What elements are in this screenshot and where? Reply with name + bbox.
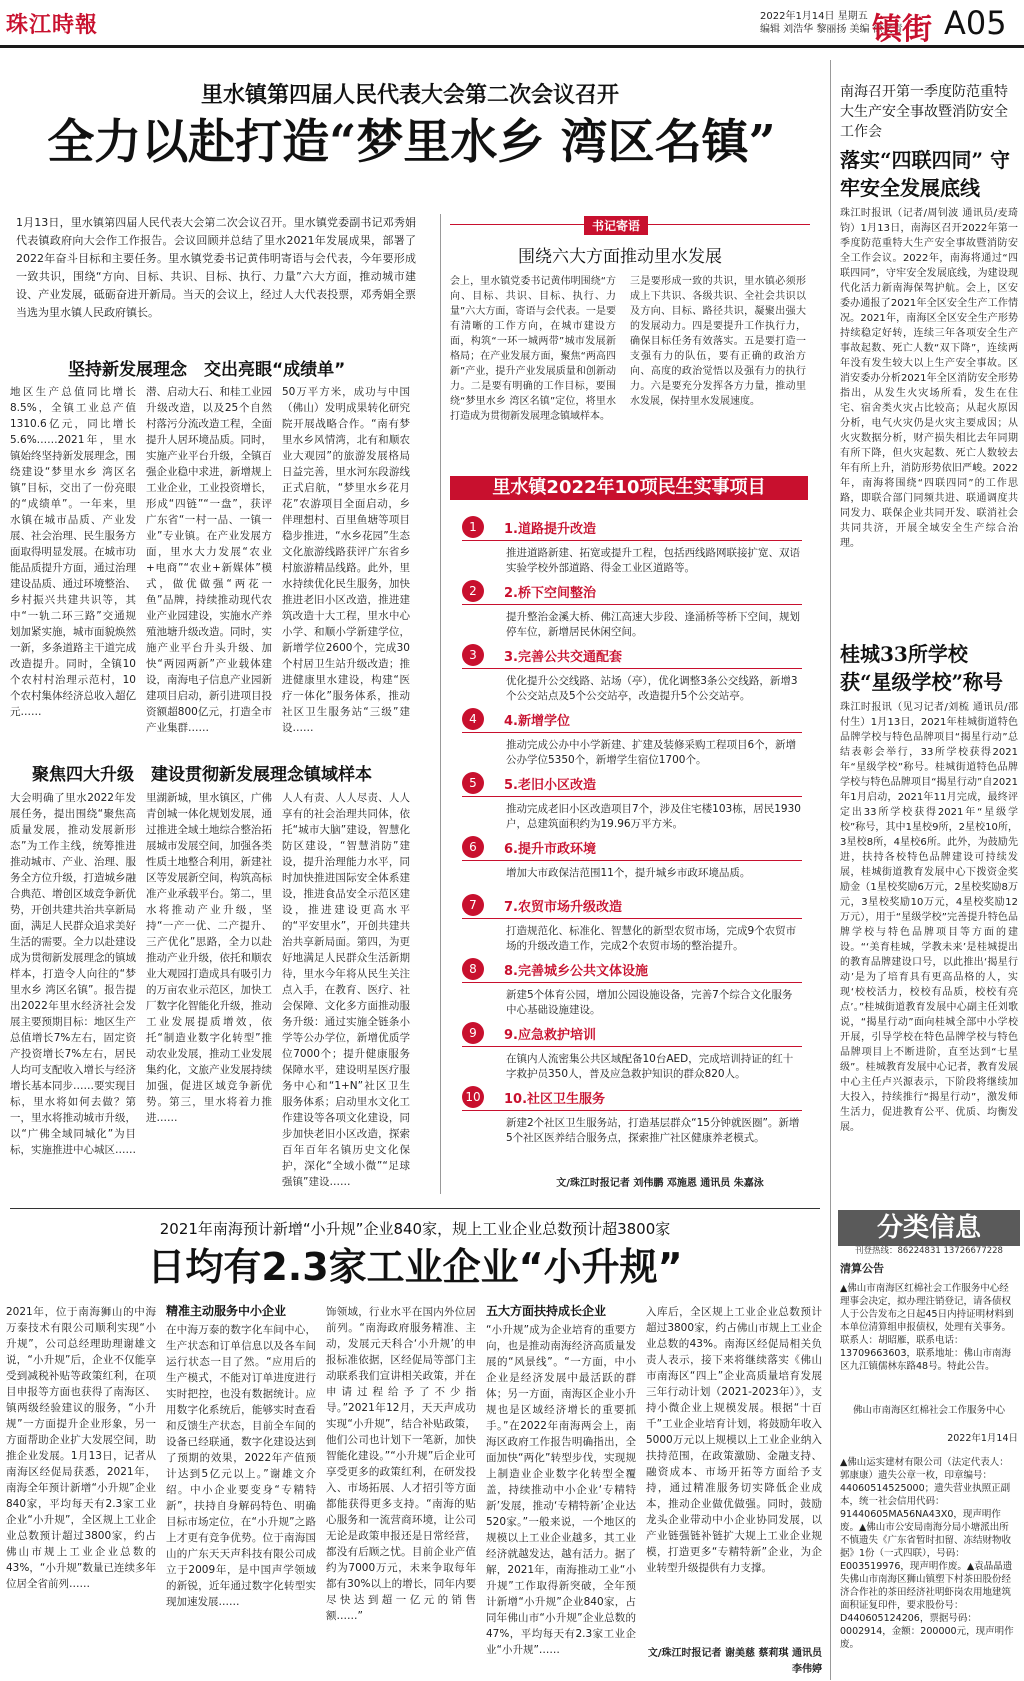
page-number: A05 [944, 4, 1007, 42]
project-item [462, 708, 802, 768]
project-text: 推动完成公办中小学新建、扩建及装修采购工程项目6个，新增公办学位5350个，新增学生宿位1700个。 [506, 739, 797, 766]
sidebar-kicker-1: 南海召开第一季度防范重特大生产安全事故暨消防安全工作会 [840, 84, 1008, 140]
project-rule [462, 540, 802, 541]
project-title: 7.农贸市场升级改造 [504, 900, 622, 915]
project-text: 提升整治金溪大桥、佛江高速大步段、逢涌桥等桥下空间，规划停车位，新增居民休闲空间。 [506, 611, 800, 638]
project-rule [462, 1046, 802, 1047]
notice-1-title: 清算公告 [840, 1262, 884, 1275]
project-icon: 2 [462, 580, 484, 602]
special-left: 会上，里水镇党委书记黄伟明围绕“方向、目标、共识、目标、执行、力量”六大方面，寄语与会代表。一是要有清晰的工作方向，在城市建设方面，构筑“一环一城两带”城市发展新格局；在产业发展方面，聚焦“两高四新”产业，提升产业发展质量和创新动力。二是要有明确的工作目标，要围绕“梦里水乡 湾区名镇”定位，将里水打造成为贯彻新发展理念镇域样本。 [450, 276, 616, 422]
project-item [462, 516, 802, 576]
lead-col-2: 潜、启动大石、和桂工业园升级改造，以及25个自然村落污分流改造工程，全面提升人居环境品质。同时，实施产业平台升级，全镇百强企业稳中求进，新增规上工业企业，工业投资增长，形成“四链”“一盘”，获评广东省“一村一品、一镇一业”专业镇。在产业发展方面，里水大力发展“农业+电商”“农业+新媒体”模式，做优做强“两花一鱼”品牌，持续推动现代农业产业园建设，实施水产养殖池塘升级改造。同时，实施产业平台升头升级、加快“两园两新”产业载体建设，南海电子信息产业园新建项目启动，新引进项目投资额超800亿元，打造全市产业集群…… [146, 386, 272, 734]
project-icon: 4 [462, 708, 484, 730]
project-title: 10.社区卫生服务 [504, 1092, 606, 1107]
sidebar-story-1 [840, 82, 1018, 596]
project-title: 4.新增学位 [504, 714, 570, 729]
project-icon: 9 [462, 1022, 484, 1044]
project-icon: 6 [462, 836, 484, 858]
project-item [462, 644, 802, 704]
editor-credits: 编辑 刘浩华 黎丽扬 美编 徐文青 [760, 24, 903, 35]
bottom-col-4: “小升规”成为企业培育的重要方向，也是推动南海经济高质量发展的“风景线”。“一方面，中小企业是经济发展中最活跃的群体；另一方面，南海区企业小升规也是区域经济增长的重要抓手。”在2022年南海两会上，南海区政府工作报告明确指出，全面加快“两化”转型步伐，实现规上制造业企业数字化转型全覆盖，持续推动中小企业‘专精特新’发展，推动‘专精特新’企业达520家。”一般来说，一个地区的规模以上工业企业越多，其工业经济就越发达，越有活力。据了解，2021年，南海推动工业“小升规”工作取得新突破，全年预计新增“小升规”企业840家，占同年佛山市“小升规”企业总数的47%，平均每天有2.3家工业企业“小升规”…… [486, 1324, 636, 1656]
special-tag: 书记寄语 [584, 216, 648, 235]
project-item [462, 894, 802, 954]
bottom-headline: 日均有2.3家工业企业“小升规” [147, 1245, 683, 1289]
project-icon: 3 [462, 644, 484, 666]
bottom-col-5: 入库后，全区规上工业企业总数预计超过3800家，约占佛山市规上工业企业总数的43%。南海区经促局相关负责人表示，接下来将继续落实《佛山市南海区“四上”企业高质量培育发展三年行动计划（2021-2023年）》，支持小微企业上规模发展。根据“十百千”工业企业培育计划，将鼓励年收入5000万元以上规模以上工业企业纳入扶持范围，在政策激励、金融支持、融资成本、市场开拓等方面给予支持，通过精准服务切实降低企业成本，推动企业做优做强。同时，鼓励龙头企业带动中小企业协同发展，以产业链强链补链扩大规上工业企业规模，打造更多“专精特新”企业，为企业转型升级提供有力支撑。 [646, 1306, 822, 1574]
project-item [462, 836, 802, 890]
project-rule [462, 604, 802, 605]
project-text: 推动完成老旧小区改造项目7个，涉及住宅楼103栋，居民1930户，总建筑面积约为19.96万平方米。 [506, 803, 801, 830]
project-rule [462, 668, 802, 669]
bottom-subhead-2: 五大方面扶持成长企业 [486, 1304, 607, 1318]
classified-phone: 刊登热线：86224831 13726677228 [855, 1246, 1003, 1256]
bottom-byline: 文/珠江时报记者 谢美慈 蔡莉琪 通讯员 李伟婷 [647, 1648, 822, 1675]
sidebar-body-2: 珠江时报讯（见习记者/刘梳 通讯员/邵付生）1月13日，2021年桂城街道特色品牌学校与特色品牌项目“揭星行动”总结表彰会举行，33所学校获得2021年“星级学校”称号。桂城街道特色品牌学校与特色品牌项目“揭星行动”自2021年1月启动，2021年11月完成，最终评定出33所学校获得2021年“星级学校”称号，其中1星校9所，2星校10所，3星校8所，4星校6所。此外，为鼓励先进，扶持各校特色品牌建设可持续发展，桂城街道教育发展中心下拨资金奖励金（1星校奖励6万元，2星校奖励8万元，3星校奖励10万元，4星校奖励12万元），用于“星级学校”完善提升特色品牌学校与特色品牌项目等方面的建设。“‘美育桂城，学教未来’是桂城提出的教育品牌建设口号，以此推出‘揭星行动’是为了培育具有更高品格的人，实现‘校校活力，校校有品质，校校有亮点’。”桂城街道教育发展中心副主任刘歌说，“揭星行动”面向桂城全部中小学校开展，引导学校在特色品牌学校与特色品牌项目上不断进阶，直至达到“七星级”。桂城教育发展中心记者，教育发展中心主任卢兴源表示，下阶段将继续加大投入，持续推行“揭星行动”，激发师生活力，促进教育公平、优质、均衡发展。 [840, 702, 1018, 1133]
special-right: 三是要形成一致的共识，里水镇必须形成上下共识、各级共识、全社会共识以及方向、目标、路径共识，凝聚出强大的发展动力。四是要提升工作执行力，确保目标任务有效落实。五是要打造一支强有力的队伍，要有正确的政治方向、高度的政治觉悟以及强有力的执行力。六是要充分发挥各方力量，推动里水发展，保持里水发展速度。 [630, 276, 806, 407]
bottom-col-1: 2021年，位于南海狮山的中海万泰技术有限公司顺利实现“小升规”，公司总经理助理谢雄文说，“小升规”后，企业不仅能享受到减税补贴等政策红利，在项目申报等方面也获得了南海区、镇两级经验建议的服务，“小升规”一方面提升企业形象，另一方面帮助企业扩大发展空间，助推企业发展。1月13日，记者从南海区经促局获悉，2021年，南海全年预计新增“小升规”企业840家，平均每天有2.3家工业企业“小升规”，全区规上工业企业总数预计超过3800家，约占佛山市规上工业企业总数的43%，“小升规”数量已连续多年位居全省前列…… [6, 1306, 156, 1590]
project-title: 8.完善城乡公共文体设施 [504, 964, 648, 979]
project-item [462, 1086, 802, 1152]
project-item [462, 958, 802, 1018]
lead-col-6: 人人有责、人人尽责、人人享有的社会治理共同体，依托“城市大脑”建设，智慧化防区建设，“智慧消防”建设，提升治理能力水平，同时加快推进国际安全体系建设，推进食品安全示范区建设，推进建设更高水平的“平安里水”，开创共建共治共享新局面。第四，为更好地满足人民群众生活新期待，里水今年将从民生关注点入手，在教育、医疗、社会保障、文化多方面推动服务升级：通过实施全链条小学等公办学位，新增优质学位7000个；提升健康服务保障水平，建设明星医疗服务中心和“1+N”社区卫生服务体系；启动里水文化工作建设等各项文化建设，同步加快老旧小区改造，探索百年百年名镇历史文化保护，深化“全域小微”“足球强镇”建设…… [282, 792, 410, 1188]
special-title: 围绕六大方面推动里水发展 [518, 247, 722, 267]
bottom-kicker: 2021年南海预计新增“小升规”企业840家，规上工业企业总数预计超3800家 [159, 1220, 671, 1238]
lead-col-3: 50万平方米，成功与中国（佛山）发明成果转化研究院开展战略合作。“南有梦里水乡风情湾，北有和顺农业大观园”的旅游发展格局日益完善，里水河东段游线正式启航，“梦里水乡花月花”农游项目全面启动，乡伴理想村、百里鱼塘等项目稳步推进，“水乡花园”生态文化旅游线路获评广东省乡村旅游精品线路。此外，里水持续优化民生服务，加快推进老旧小区改造，推进建筑改造十大工程，里水中心小学、和顺小学新建学位，新增学位2600个，完成30个村居卫生站升级改造；推进健康里水建设，构建“医疗一体化”服务体系，推动社区卫生服务站“三级”建设…… [282, 386, 410, 734]
column-divider [440, 214, 441, 1194]
lead-headline: 全力以赴打造“梦里水乡 湾区名镇” [47, 115, 776, 170]
classified-header: 分类信息 [838, 1210, 1020, 1246]
sidebar-headline-1: 落实“四联四同” 守牢安全发展底线 [840, 148, 1010, 200]
project-icon: 1 [462, 516, 484, 538]
project-icon: 8 [462, 958, 484, 980]
project-text: 新建5个体育公园，增加公园设施设备，完善7个综合文化服务中心基础设施建设。 [506, 989, 793, 1016]
lead-subhead-2: 聚焦四大升级 建设贯彻新发展理念镇域样本 [32, 765, 372, 785]
lead-kicker: 里水镇第四届人民代表大会第二次会议召开 [200, 83, 619, 108]
section-name: 镇街 [872, 12, 932, 47]
lead-col-5: 里湖新城，里水镇区，广佛青创城一体化规划发展，通过推进全域土地综合整治拓展城市发展空间，加强各类性质土地整合利用，新建社区等发展新空间，构筑高标准产业承载平台。第二，里水将推动产业升级，坚持“一产一优、二产提升、三产优化”思路，全力以赴推动产业升级，依托和顺农业大观园打造成具有吸引力的万亩农业示范区，加快工厂数字化智能化升级，推动工业发展提质增效，依托“制造业数字化转型”推动农业发展，推动工业发展集约化，文旅产业发展持续加强，促进区域竞争新优势。第三，里水将着力推进…… [146, 792, 272, 1124]
sidebar-divider [830, 60, 831, 1680]
project-text: 优化提升公交线路、站场（亭），优化调整3条公交线路，新增3个公交站点及5个公交站亭，改造提升5个公交站亭。 [506, 675, 798, 702]
lead-intro: 1月13日，里水镇第四届人民代表大会第二次会议召开。里水镇党委副书记邓秀娟代表镇政府向大会作工作报告。会议回顾并总结了里水2021年发展成果，部署了2022年奋斗目标和主要任务。里水镇党委书记黄伟明寄语与会代表，今年要形成一致共识，围绕“方向、目标、共识、目标、执行、力量”六大方面，推动城市建设、产业发展，砥砺奋进开新局。当天的会议上，经过人大代表投票，邓秀娟全票当选为里水镇人民政府镇长。 [16, 216, 416, 319]
project-rule [462, 918, 802, 919]
project-rule [462, 796, 802, 797]
sidebar-story-2 [840, 640, 1018, 1200]
project-icon: 7 [462, 894, 484, 916]
project-icon: 5 [462, 772, 484, 794]
sidebar-body-1: 珠江时报讯（记者/周钊波 通讯员/麦琦钧）1月13日，南海区召开2022年第一季度防范重特大生产安全事故暨消防安全工作会议。2022年，南海将通过“四联四同”，守牢安全发展底线，为建设现代化活力新南海保驾护航。会上，区安委办通报了2021年全区安全生产工作情况。2021年，南海区全区安全生产形势持续稳定好转，连续三年各项安全生产事故起数、死亡人数“双下降”，连续两年没有发生较大以上生产安全事故。区消安委办分析2021年全区消防安全形势指出，从发生火灾场所看，发生在住宅、宿舍类火灾占比较高；从起火原因分析，电气火灾仍是火灾主要成因；从火灾数据分析，财产损失相比去年同期有所下降，但火灾起数、死亡人数较去年有所上升，消防形势依旧严峻。2022年，南海将围绕“四联四同”的工作思路，即联合部门同频共进、联通调度共同发力、联保企业共同开发、联消社会共同共济，开展全域安全生产综合治理。 [840, 208, 1018, 549]
newspaper-logo: 珠江時報 [6, 12, 99, 38]
bottom-divider [10, 1208, 820, 1209]
notice-2-body: ▲佛山运实建材有限公司（法定代表人：郭康康）遗失公章一枚，印章编号：44060514525000；遗失营业执照正副本，统一社会信用代码：91440605MA56NA43X0，现声明作废。▲佛山市公安局南海分局小塘派出所不慎遗失《广东省暂时扣留、冻结财物收据》1份（一式四联），号码：E003519976，现声明作废。▲袁晶晶遗失佛山市南海区狮山镇塑下村茶田股份经济合作社的茶田经济社明虾岗农用地建筑面积证复印件，要求股份号：D440605124206，票据号码：0002914，金额：200000元，现声明作废。 [840, 1457, 1014, 1650]
bottom-col-3: 饰领域，行业水平在国内外位居前列。“南海政府服务精准、主动，发展元天科合‘小升规’的申报标准依据，区经促局等部门主动联系我们宣讲相关政策，并在申请过程给予了不少指导。”2021年12月，天天声成功实现“小升规”，结合补贴政策，他们公司也计划下一笔新，加快智能化建设。”“小升规”后企业可享受更多的政策红利，在研发投入、市场拓展、人才招引等方面都能获得更多支持。“南海的贴心服务和一流营商环境，让公司无论是政策申报还是日常经营，都没有后顾之忧。目前企业产值约为7000万元，未来争取每年都有30%以上的增长，同年内要尽快达到超一亿元的销售额……” [326, 1306, 476, 1622]
notice-1-body: ▲佛山市南海区红棉社会工作服务中心经理事会决定，拟办理注销登记，请各债权人于公告发布之日起45日内持证明材料到本单位清算组申报债权，处理有关事务。联系人：胡昭雁，联系电话：13709663603，联系地址：佛山市南海区九江镇儒林东路48号。特此公告。 [840, 1283, 1014, 1372]
project-rule [462, 1110, 802, 1111]
notice-1-date: 2022年1月14日 [947, 1433, 1018, 1444]
issue-date: 2022年1月14日 星期五 [760, 11, 868, 22]
project-text: 新建2个社区卫生服务站，打造基层群众“15分钟就医圈”。新增5个社区医养结合服务点，探索推广社区健康养老模式。 [506, 1117, 800, 1144]
project-item [462, 580, 802, 640]
project-rule [462, 732, 802, 733]
bottom-subhead-1: 精准主动服务中小企业 [166, 1304, 287, 1318]
project-title: 9.应急救护培训 [504, 1028, 596, 1043]
project-item [462, 1022, 802, 1082]
project-title: 3.完善公共交通配套 [504, 650, 622, 665]
project-title: 2.桥下空间整治 [504, 586, 596, 601]
project-item [462, 772, 802, 832]
project-text: 打造规范化、标准化、智慧化的新型农贸市场，完成9个农贸市场的升级改造工作，完成2个农贸市场的整治提升。 [506, 925, 797, 952]
project-icon: 10 [462, 1086, 484, 1108]
lead-subhead-1: 坚持新发展理念 交出亮眼“成绩单” [68, 360, 346, 380]
project-text: 在镇内人流密集公共区域配备10台AED，完成培训持证的红十字救护员350人，普及应急救护知识的群众820人。 [506, 1053, 794, 1080]
project-text: 推进道路新建、拓宽或提升工程，包括西线路网联接扩宽、双语实验学校外部道路、得金工业区道路等。 [506, 547, 800, 574]
notice-1-signature: 佛山市南海区红棉社会工作服务中心 [852, 1405, 1005, 1416]
project-title: 1.道路提升改造 [504, 522, 596, 537]
project-rule [462, 860, 802, 861]
sidebar-headline-2: 桂城33所学校 获“星级学校”称号 [840, 642, 1004, 694]
bottom-col-2: 在中海万泰的数字化车间中心，生产状态和订单信息以及各车间运行状态一目了然。“应用后的生产模式，不能对订单进度进行实时把控，也没有数据统计。应用数字化系统后，能够实时查看和反馈生产状态，目前全车间的设备已经联通，数字化建设达到了预期的效果，2022年产值预计达到5亿元以上。”谢雄文介绍。中小企业要变身“专精特新”，扶持自身解码特色、明确目标市场定位，在“小升规”之路上才更有竞争优势。位于南海国山的广东天天声科技有限公司成立于2009年，是中国声学领域的新锐，近年通过数字化转型实现加速发展…… [166, 1324, 316, 1608]
masthead [0, 0, 1024, 48]
project-rule [462, 982, 802, 983]
lead-col-1: 地区生产总值同比增长8.5%，全镇工业总产值1310.6亿元，同比增长5.6%……2021年，里水镇始终坚持新发展理念，围绕建设“梦里水乡 湾区名镇”目标，交出了一份亮眼的“成绩单”。一年来，里水镇在城市品质、产业发展、社会治理、民生服务方面取得明显发展。在城市功能品质提升方面，通过治理建设品质、通过环境整治、乡村振兴共建共识等，其中“一轨二环三路”交通规划加紧实施，城市面貌焕然一新，多条道路主干道完成改造提升。同时，全镇10个农村村治理示范村，10个农村集体经济总收入超亿元…… [10, 386, 136, 718]
project-title: 6.提升市政环境 [504, 842, 596, 857]
projects-title: 里水镇2022年10项民生实事项目 [450, 476, 808, 500]
projects-byline: 文/珠江时报记者 刘伟鹏 邓施恩 通讯员 朱嘉泳 [556, 1178, 764, 1189]
project-text: 增加大市政保洁范围11个，提升城乡市政环境品质。 [506, 867, 751, 879]
lead-col-4: 大会明确了里水2022年发展任务，提出围绕“聚焦高质量发展，推动发展新形态”为工作主线，统筹推进推动城市、产业、治理、服务全方位升级，打造城乡融合典范、增创区域竞争新优势，开创共建共治共享新局面，满足人民群众追求美好生活的需要。全力以赴建设成为贯彻新发展理念的镇域样本，打造令人向往的“梦里水乡 湾区名镇”。报告提出2022年里水经济社会发展主要预期目标：地区生产总值增长7%左右，固定资产投资增长7%左右，居民人均可支配收入增长与经济增长基本同步……要实现目标，里水将如何去做？第一，里水将推动城市升级，以“广佛全域同城化”为目标，实施推进中心城区…… [10, 792, 136, 1156]
project-title: 5.老旧小区改造 [504, 778, 596, 793]
